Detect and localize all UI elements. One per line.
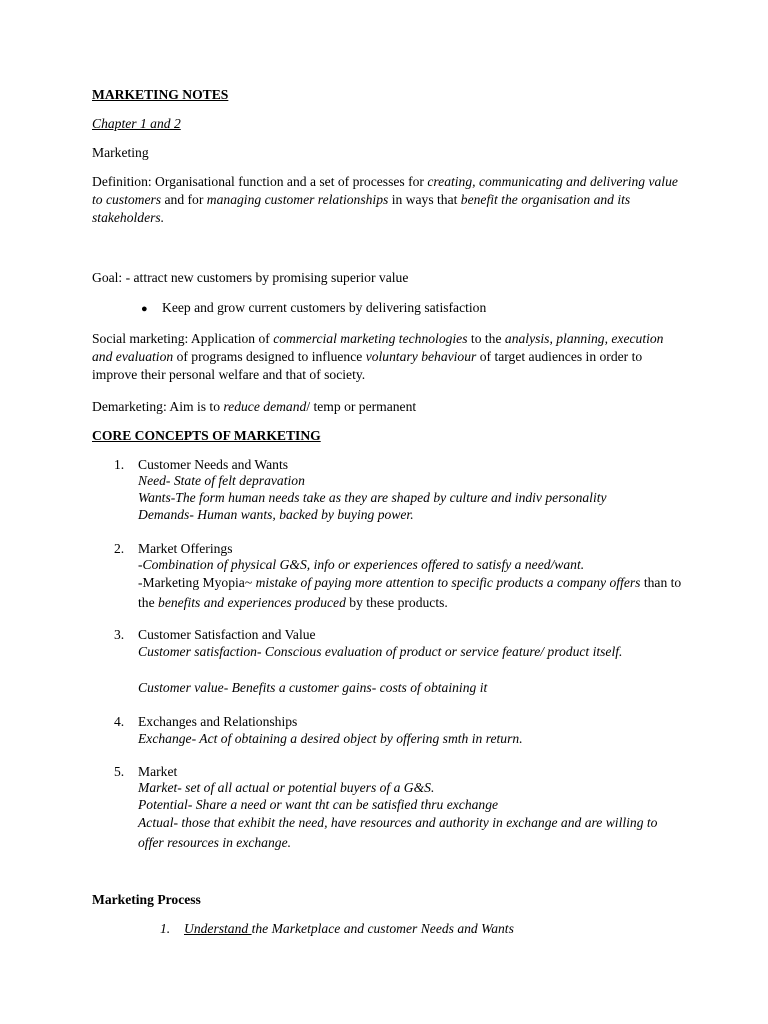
social-italic-2: analysis, planning, execution and evaluation [92,331,664,364]
goal-line: Goal: - attract new customers by promising superior value [92,270,409,285]
process-underlined: Understand [184,921,252,936]
definition-paragraph [92,173,682,227]
concept-title: Market [138,764,178,779]
myopia-text-2: than to the [138,575,682,610]
demarketing-text-1: Demarketing: Aim is to [92,399,224,414]
myopia-italic-2: benefits and experiences produced [158,595,346,610]
myopia-definition [138,573,683,613]
concept-line [138,506,683,524]
concept-line [138,779,683,797]
concept-line [138,813,683,853]
need-definition: Need- State of felt depravation [138,473,305,488]
concept-title: Exchanges and Relationships [138,714,298,729]
concept-line [138,489,698,507]
value-definition: Customer value- Benefits a customer gains- costs of obtaining it [138,680,488,695]
demands-definition: Demands- Human wants, backed by buying power. [138,507,414,522]
concept-title: Customer Satisfaction and Value [138,627,316,642]
social-marketing-paragraph [92,330,682,384]
concept-title: Market Offerings [138,541,233,556]
list-number: 4. [114,714,125,729]
myopia-text-1: -Marketing Myopia~ [138,575,256,590]
chapter-text: Chapter 1 and 2 [92,116,181,131]
marketing-process-heading: Marketing Process [92,892,201,907]
process-item [184,920,684,938]
list-number: 3. [114,627,125,642]
list-number [160,920,170,938]
list-number: 1. [114,457,125,472]
social-italic-3: voluntary behaviour [365,349,477,364]
definition-italic-2: managing customer relationships [206,192,389,207]
wants-definition: Wants-The form human needs take as they are shaped by culture and indiv personality [138,490,607,505]
concept-title: Customer Needs and Wants [138,457,289,472]
concept-line [138,472,683,490]
concept-line [138,796,683,814]
market-definition: Market- set of all actual or potential buyers of a G&S. [138,780,435,795]
demarketing-italic: reduce demand [223,399,307,414]
document-title: MARKETING NOTES [92,87,229,102]
concept-line [138,643,683,661]
social-text-2: to the [467,331,505,346]
list-number: 5. [114,764,125,779]
definition-italic-1: creating, communicating and delivering value to customers [92,174,678,207]
actual-definition: Actual- those that exhibit the need, have resources and authority in exchange and are willing to offer resources in exchange. [138,815,658,850]
concept-line [138,556,683,574]
list-number: 2. [114,541,125,556]
social-text-4: of target audiences in order to improve their personal welfare and that of society. [92,349,643,382]
myopia-italic-1: mistake of paying more attention to specific products a company offers [255,575,641,590]
marketing-heading: Marketing [92,145,149,160]
satisfaction-definition: Customer satisfaction- Conscious evaluation of product or service feature/ product itself. [138,644,623,659]
demarketing-line [92,398,682,416]
chapter-heading [92,115,682,133]
social-text-1: Social marketing: Application of [92,331,274,346]
myopia-text-3: by these products. [345,595,448,610]
social-italic-1: commercial marketing technologies [273,331,468,346]
demarketing-text-2: / temp or permanent [306,399,417,414]
concept-line [138,679,683,697]
social-text-3: of programs designed to influence [173,349,366,364]
concept-line [138,730,683,748]
definition-text-2: and for [161,192,207,207]
exchange-definition: Exchange- Act of obtaining a desired object by offering smth in return. [138,731,523,746]
potential-definition: Potential- Share a need or want tht can be satisfied thru exchange [138,797,499,812]
process-number: 1. [160,921,171,936]
core-concepts-heading: CORE CONCEPTS OF MARKETING [92,428,321,443]
definition-text-1: Definition: Organisational function and a set of processes for [92,174,428,189]
bullet-icon: ● [141,303,148,315]
definition-italic-3: benefit the organisation and its stakeholders. [92,192,631,225]
process-text: the Marketplace and customer Needs and Wants [251,921,514,936]
offerings-definition: -Combination of physical G&S, info or experiences offered to satisfy a need/want. [138,557,585,572]
goal-bullet-item: Keep and grow current customers by delivering satisfaction [162,300,487,315]
definition-text-3: in ways that [388,192,461,207]
